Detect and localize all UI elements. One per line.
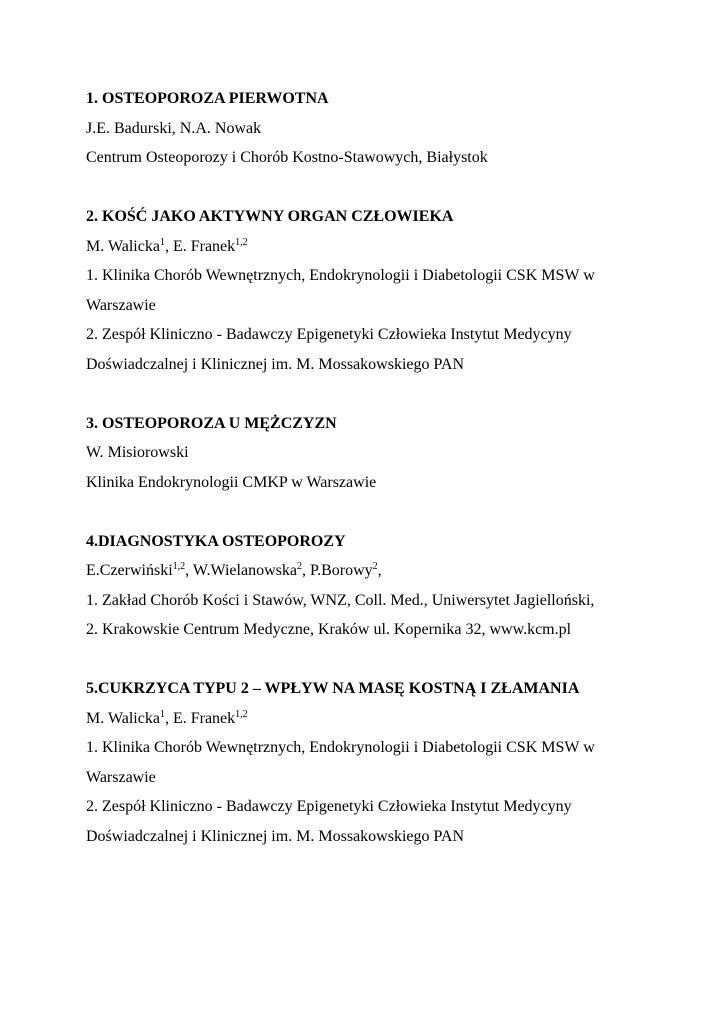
- author-name: M. Walicka: [86, 709, 160, 727]
- section-2: [86, 202, 706, 379]
- affiliation-line: Klinika Endokrynologii CMKP w Warszawie: [86, 473, 377, 491]
- affiliation-line: 1. Klinika Chorób Wewnętrznych, Endokrynologii i Diabetologii CSK MSW w: [86, 739, 595, 756]
- section-title: 4.DIAGNOSTYKA OSTEOPOROZY: [86, 532, 346, 550]
- author-name: W.Wielanowska: [192, 562, 297, 579]
- affiliation-line: Centrum Osteoporozy i Chorób Kostno-Stawowych, Białystok: [86, 149, 488, 166]
- section-title: 5.CUKRZYCA TYPU 2 – WPŁYW NA MASĘ KOSTNĄ I ZŁAMANIA: [86, 680, 580, 697]
- author-affiliation-sup: 1,2: [172, 561, 186, 572]
- author-affiliation-sup: 2: [372, 561, 378, 572]
- author-separator: ,: [164, 709, 173, 727]
- author-separator: ,: [164, 237, 173, 255]
- author-name: E. Franek: [172, 709, 236, 727]
- author-affiliation-sup: 1,2: [235, 236, 248, 248]
- section-4: [86, 527, 706, 645]
- section-3: [86, 409, 706, 498]
- author-line: [86, 704, 706, 734]
- section-1: [86, 84, 706, 173]
- author-affiliation-sup: 1,2: [235, 708, 248, 720]
- author-name: E. Franek: [172, 237, 236, 255]
- affiliation-line: Doświadczalnej i Klinicznej im. M. Mossakowskiego PAN: [86, 827, 465, 845]
- affiliation-line: Warszawie: [86, 296, 156, 314]
- author-line: [86, 114, 706, 144]
- section-title: 3. OSTEOPOROZA U MĘŻCZYZN: [86, 414, 337, 432]
- affiliation-line: 1. Zakład Chorób Kości i Stawów, WNZ, Coll. Med., Uniwersytet Jagielloński,: [86, 591, 595, 609]
- author-separator: ,: [185, 562, 193, 579]
- author-name: E.Czerwiński: [86, 562, 173, 579]
- author-name: P.Borowy: [309, 562, 373, 579]
- section-title: 1. OSTEOPOROZA PIERWOTNA: [86, 90, 329, 107]
- affiliation-line: 2. Zespół Kliniczno - Badawczy Epigenetyki Człowieka Instytut Medycyny: [86, 326, 572, 343]
- author-separator: ,: [377, 562, 382, 579]
- affiliation-line: Warszawie: [86, 768, 156, 786]
- author-name: J.E. Badurski, N.A. Nowak: [86, 119, 262, 137]
- author-affiliation-sup: 1: [159, 236, 165, 248]
- author-name: W. Misiorowski: [86, 444, 189, 461]
- author-name: M. Walicka: [86, 237, 160, 255]
- document-page: [86, 84, 706, 881]
- affiliation-line: Doświadczalnej i Klinicznej im. M. Mossakowskiego PAN: [86, 355, 465, 373]
- section-title: 2. KOŚĆ JAKO AKTYWNY ORGAN CZŁOWIEKA: [86, 208, 454, 225]
- author-line: [86, 556, 706, 586]
- author-separator: ,: [301, 562, 310, 579]
- author-affiliation-sup: 1: [159, 708, 165, 720]
- author-line: [86, 438, 706, 468]
- author-affiliation-sup: 2: [296, 561, 302, 572]
- affiliation-line: 2. Zespół Kliniczno - Badawczy Epigenetyki Człowieka Instytut Medycyny: [86, 798, 572, 815]
- author-line: [86, 232, 706, 262]
- section-5: [86, 674, 706, 851]
- affiliation-line: 2. Krakowskie Centrum Medyczne, Kraków ul. Kopernika 32, www.kcm.pl: [86, 621, 572, 638]
- affiliation-line: 1. Klinika Chorób Wewnętrznych, Endokrynologii i Diabetologii CSK MSW w: [86, 267, 595, 284]
